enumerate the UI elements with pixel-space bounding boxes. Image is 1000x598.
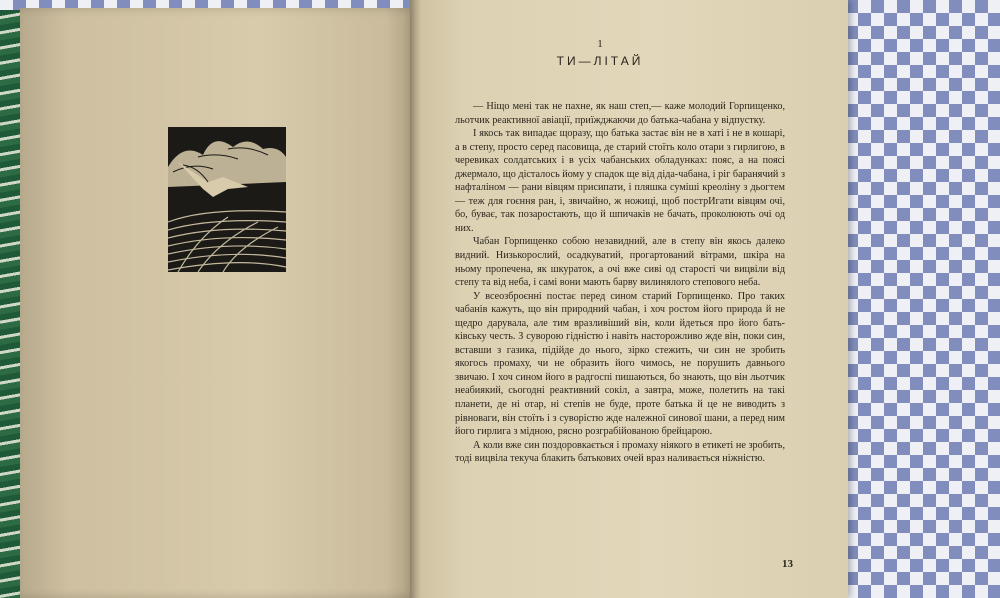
chapter-title: ТИ—ЛІТАЙ <box>556 54 644 68</box>
paragraph: Чабан Горпищенко собою незавидний, але в степу він якось далеко видний. Низькорослий, осадкуватий, прогартований вітрами, шкіра на ньому пропечена, як шкураток, а очі вже сиві од старості чи вицвіли від степу та від неба, і самі вони мають барву вилинялого степового неба. <box>455 236 785 289</box>
page-number: 13 <box>782 558 793 570</box>
paragraph: У всеозброєнні постає перед сином старий Горпищенко. Про таких чабанів кажуть, що він природний чабан, і хоч ростом його природа й не щедро дарувала, але тим вразливіший він, коли йдеться про його батьківську честь. З суворою гідністю і навіть насторожливо жде він, поки син, вставши з газика, підійде до нього, зірко стежить, чи син не зробить якогось промаху, чи не образить його чимось, не порушить давнього звичаю. І хоч сином його в радгоспі пишаються, бо знають, що він льотчик неабиякий, сьогодні реактивний сокіл, а завтра, може, полетить на такі планети, де ні отар, ні степів не буде, проте батька й це не виводить з рівноваги, він стоїть і з суворістю жде належної синової шани, а перед ним його гирлига з мідною, рясно розграбійованою брейцарою. <box>455 290 785 438</box>
paragraph: — Ніщо мені так не пахне, як наш степ,— каже молодий Горпищенко, льотчик реактивної авіації, приїжджаючи до батька-чабана у відпустку. <box>455 101 785 126</box>
paragraph: А коли вже син поздоровкається і промаху ніякого в етикеті не зробить, тоді вицвіла текуча блакить батькових очей враз наливається ніжністю. <box>455 439 785 465</box>
bird-icon <box>168 127 286 272</box>
body-text <box>455 100 785 466</box>
bird-engraving-illustration <box>168 127 286 272</box>
paragraph: І якось так випадає щоразу, що батька застає він не в хаті і не в кошарі, а в степу, просто серед пасовища, де старий стоїть коло отари з гирлигою, в черевиках солдатських і в усіх чабанських обладунках: пояс, а на поясі джермало, що дісталось йому у спадок ще від діда-чабана, і ріг баранячий з нафталіном — рани вівцям присипати, і пляшка суміші креоліну з дьогтем — теж для гоєння ран, і, звичайно, ж ножиці, щоб пострИгати вівцям очі, бо, буває, так позаростають, що й шпичаків не бачать, проколюють очі од них. <box>455 128 785 234</box>
chapter-number: 1 <box>597 38 603 50</box>
left-page <box>20 8 418 598</box>
